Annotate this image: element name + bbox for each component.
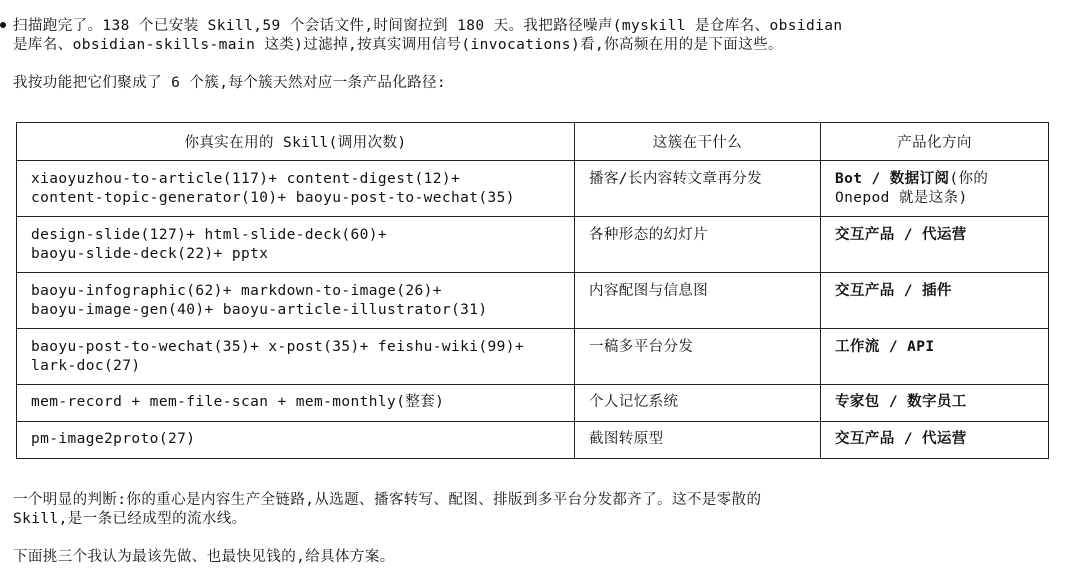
table-header-row (17, 123, 1049, 161)
skills-cell (17, 329, 575, 385)
direction-cell: 工作流 / API (821, 329, 1049, 385)
skills-text: baoyu-image-gen(40)+ baoyu-article-illustrator(31) (31, 302, 488, 318)
intro-line-2: 是库名、obsidian-skills-main 这类)过滤掉,按真实调用信号(invocations)看,你高频在用的是下面这些。 (13, 37, 783, 53)
direction-note: (你的 (949, 171, 989, 187)
table-row (17, 329, 1049, 385)
skills-text: baoyu-infographic(62)+ markdown-to-image(26)+ (31, 283, 442, 299)
skills-cell (17, 217, 575, 273)
skills-cell (17, 385, 575, 422)
table-row (17, 422, 1049, 459)
skills-text: baoyu-slide-deck(22)+ pptx (31, 246, 269, 262)
skills-text: baoyu-post-to-wechat(35)+ x-post(35)+ feishu-wiki(99)+ (31, 339, 525, 355)
header-purpose: 这簇在干什么 (575, 123, 821, 161)
direction-text: Bot / 数据订阅 (835, 171, 950, 187)
header-direction: 产品化方向 (821, 123, 1049, 161)
skills-text: pm-image2proto(27) (31, 431, 196, 447)
skill-cluster-table (16, 122, 1049, 459)
direction-cell: 专家包 / 数字员工 (821, 385, 1049, 422)
direction-note: Onepod 就是这条) (835, 190, 968, 206)
purpose-cell: 个人记忆系统 (575, 385, 821, 422)
table-row (17, 273, 1049, 329)
intro-line-1: 扫描跑完了。138 个已安装 Skill,59 个会话文件,时间窗拉到 180 天。我把路径噪声(myskill 是仓库名、obsidian (13, 18, 843, 34)
purpose-cell: 内容配图与信息图 (575, 273, 821, 329)
direction-cell: 交互产品 / 代运营 (821, 422, 1049, 459)
skills-text: content-topic-generator(10)+ baoyu-post-to-wechat(35) (31, 190, 515, 206)
skills-cell (17, 161, 575, 217)
table-row (17, 385, 1049, 422)
table-row (17, 161, 1049, 217)
outro-line-2: Skill,是一条已经成型的流水线。 (13, 511, 247, 527)
purpose-cell: 各种形态的幻灯片 (575, 217, 821, 273)
outro-line-3: 下面挑三个我认为最该先做、也最快见钱的,给具体方案。 (13, 549, 395, 565)
skills-text: xiaoyuzhou-to-article(117)+ content-digest(12)+ (31, 171, 461, 187)
purpose-cell: 播客/长内容转文章再分发 (575, 161, 821, 217)
table-row (17, 217, 1049, 273)
direction-cell: 交互产品 / 代运营 (821, 217, 1049, 273)
intro-line-3: 我按功能把它们聚成了 6 个簇,每个簇天然对应一条产品化路径: (13, 75, 447, 91)
direction-cell (821, 161, 1049, 217)
bullet-icon (0, 22, 6, 28)
skills-text: mem-record + mem-file-scan + mem-monthly(整套) (31, 394, 445, 410)
skills-cell (17, 273, 575, 329)
skills-text: lark-doc(27) (31, 358, 141, 374)
skills-text: design-slide(127)+ html-slide-deck(60)+ (31, 227, 388, 243)
skills-cell (17, 422, 575, 459)
outro-line-1: 一个明显的判断:你的重心是内容生产全链路,从选题、播客转写、配图、排版到多平台分发都齐了。这不是零散的 (13, 492, 762, 508)
purpose-cell: 一稿多平台分发 (575, 329, 821, 385)
header-skills: 你真实在用的 Skill(调用次数) (17, 123, 575, 161)
direction-cell: 交互产品 / 插件 (821, 273, 1049, 329)
purpose-cell: 截图转原型 (575, 422, 821, 459)
